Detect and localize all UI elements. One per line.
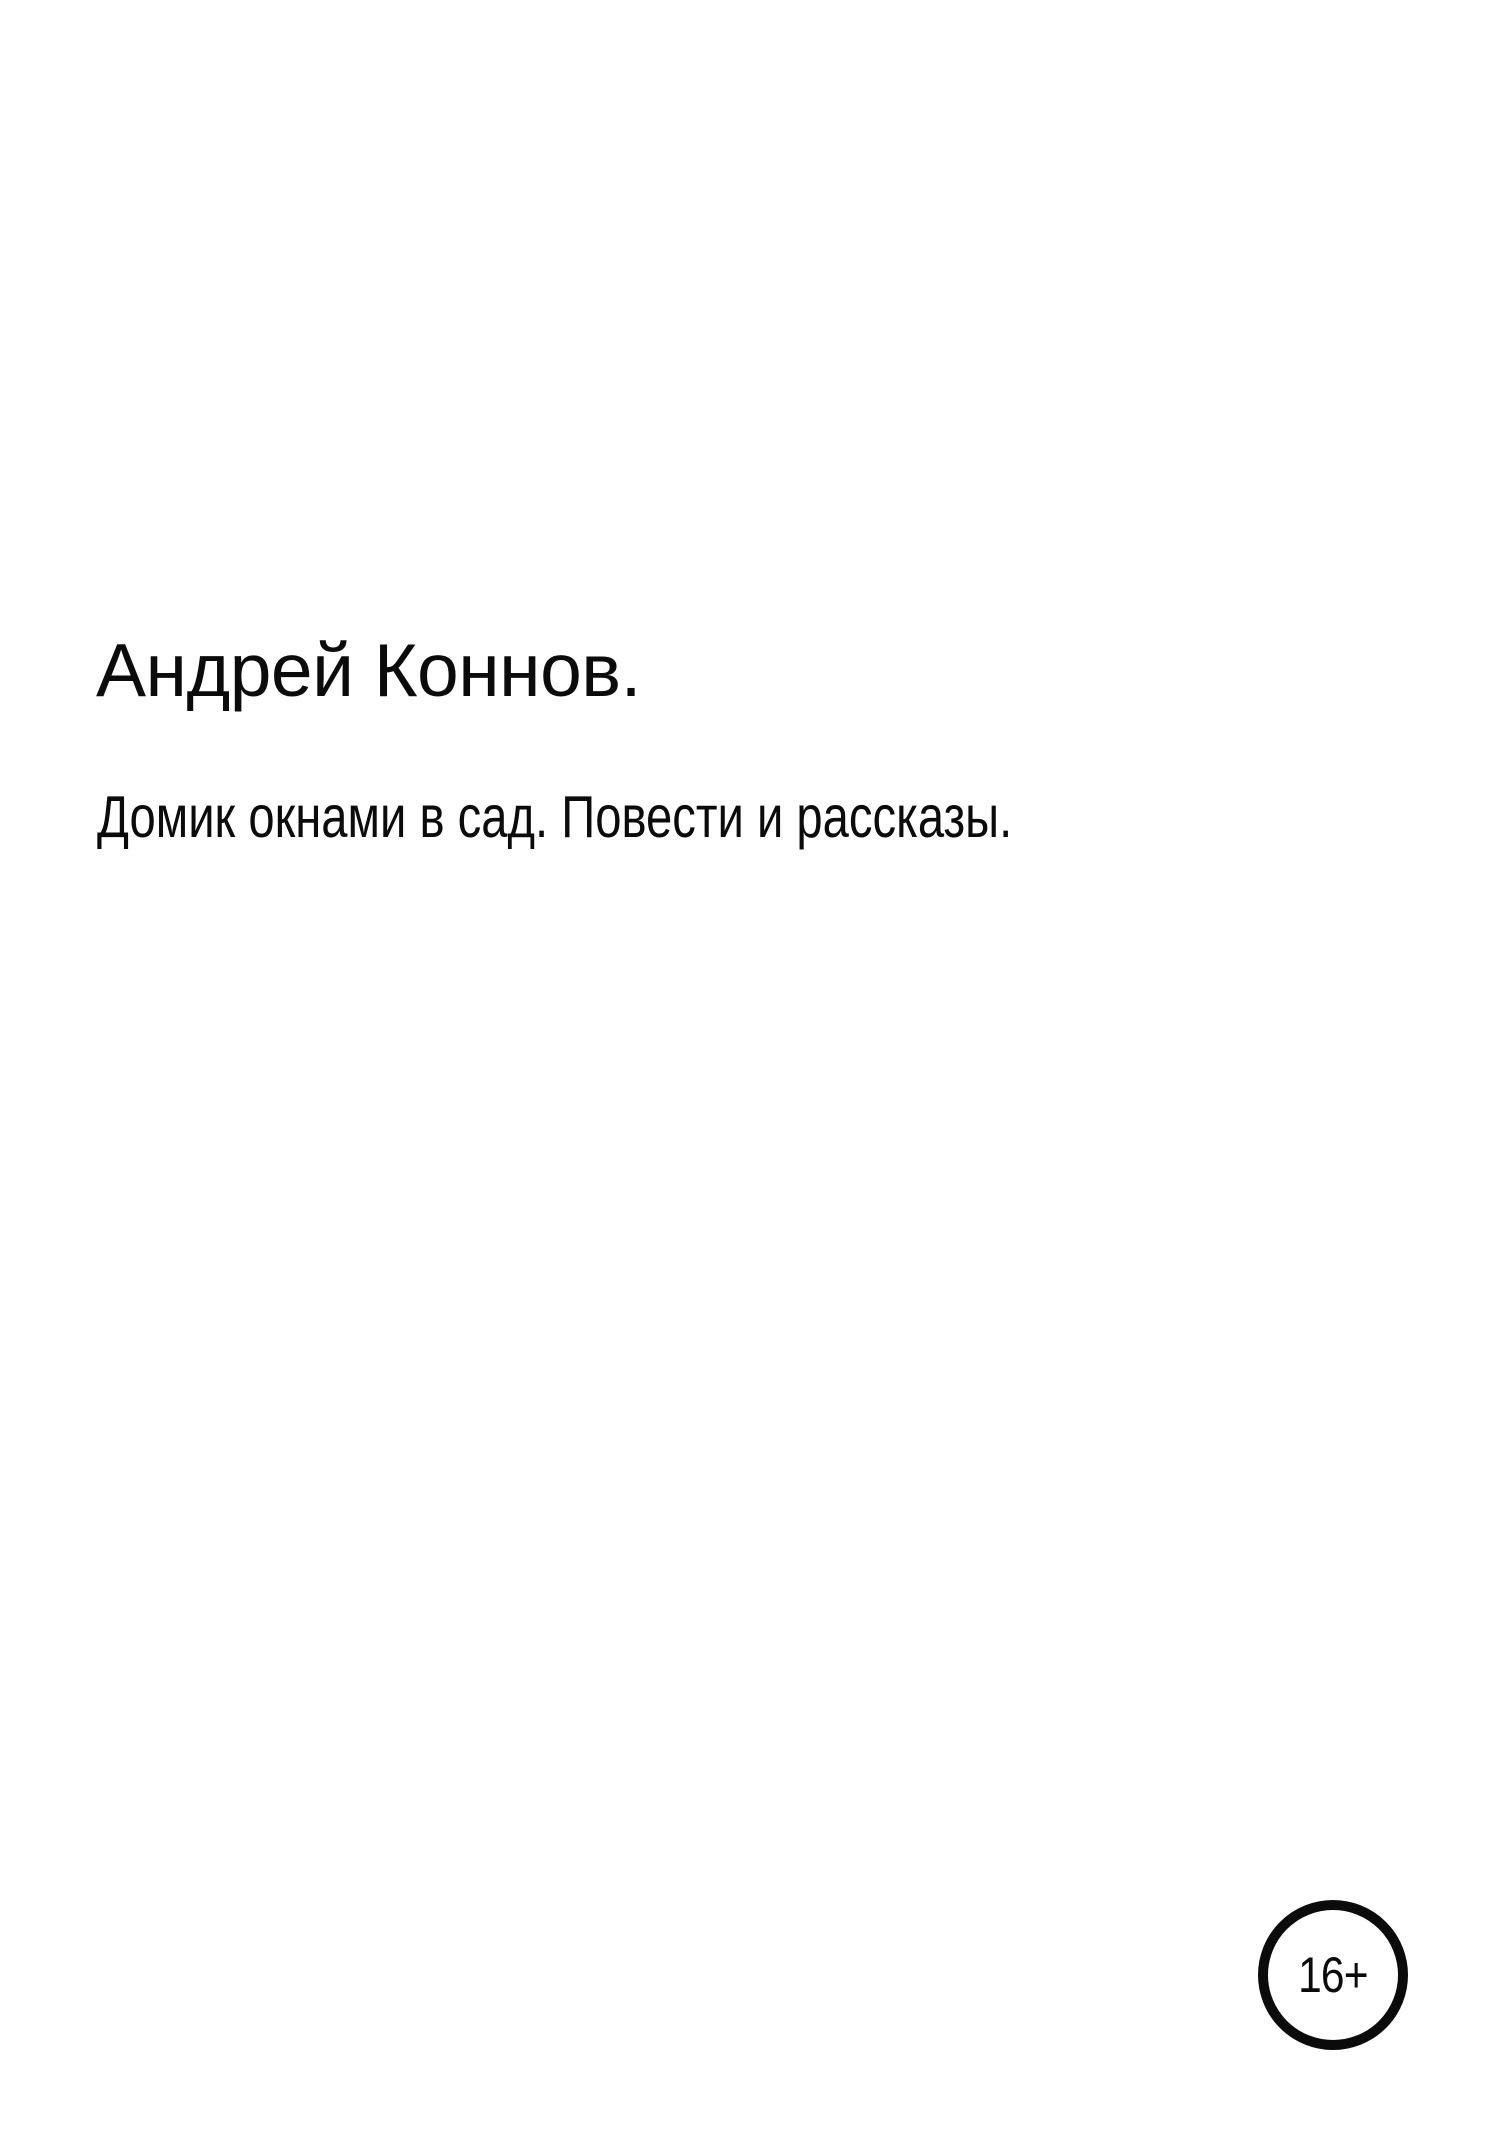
book-title: Домик окнами в сад. Повести и рассказы. xyxy=(97,784,1013,850)
age-rating-text: 16+ xyxy=(1298,1947,1368,2003)
book-author: Андрей Коннов. xyxy=(96,628,641,712)
age-rating-badge xyxy=(1258,1900,1408,2050)
